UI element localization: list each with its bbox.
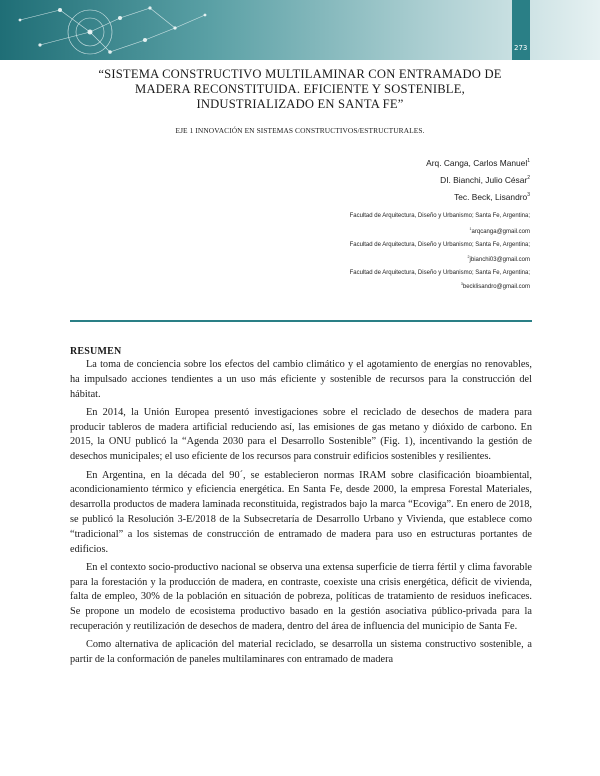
affiliation-email-1: $^1$arqcanga@gmail.com xyxy=(469,227,530,235)
paper-title xyxy=(80,67,520,112)
abstract-paragraph: La toma de conciencia sobre los efectos del cambio climático y el agotamiento de energías no renovables, ha impulsado acciones tendientes a un uso más eficiente y sostenible de recursos para la construcción del hábitat. xyxy=(70,359,532,400)
title-line: “SISTEMA CONSTRUCTIVO MULTILAMINAR CON ENTRAMADO DE xyxy=(98,67,502,81)
title-line: INDUSTRIALIZADO EN SANTA FE” xyxy=(196,97,404,111)
affiliation-1: Facultad de Arquitectura, Diseño y Urbanismo; Santa Fe, Argentina; xyxy=(349,213,530,219)
author-1: Arq. Canga, Carlos Manuel$^1$ xyxy=(426,158,530,168)
affiliation-2: Facultad de Arquitectura, Diseño y Urbanismo; Santa Fe, Argentina; xyxy=(349,242,530,248)
title-line: MADERA RECONSTITUIDA. EFICIENTE Y SOSTENIBLE, xyxy=(135,82,465,96)
affiliation-email-2: $^2$jbianchi03@gmail.com xyxy=(467,255,530,263)
page-number: 273 xyxy=(514,44,528,52)
author-3: Tec. Beck, Lisandro$^3$ xyxy=(454,192,530,202)
abstract-paragraph: En el contexto socio-productivo nacional se observa una extensa superficie de tierra fértil y clima favorable para la forestación y la producción de madera, en contraste, coexiste una crisis energética, déficit de vivienda, falta de empleo, 30% de la población en situación de pobreza, políticas de tratamiento de residuos ineficaces. Se propone un modelo de ecosistema productivo basado en la gestión asociativa público-privada para la recuperación y reutilización de desechos de madera, dentro del área de influencia del municipio de Santa Fe. xyxy=(70,561,532,633)
author-2: DI. Bianchi, Julio César$^2$ xyxy=(440,175,530,185)
abstract-paragraph: En Argentina, en la década del 90´, se establecieron normas IRAM sobre clasificación bioambiental, acondicionamiento térmico y eficiencia energética. En Santa Fe, desde 2000, la empresa Forestal Materiales, desarrolla productos de madera laminada reconstituida, registrados bajo la marca “Ecoviga”. En enero de 2018, se publicó la Resolución 3-E/2018 de la Subsecretaría de Desarrollo Urbano y Vivienda, que establece como “tradicional” a los sistemas de construcción de entramado de madera para uso en estructuras portantes de edificios. xyxy=(70,469,532,555)
abstract-paragraph: Como alternativa de aplicación del material reciclado, se desarrolla un sistema constructivo sostenible, a partir de la conformación de paneles multilaminares con entramado de madera xyxy=(70,639,532,666)
abstract-paragraph: En 2014, la Unión Europea presentó investigaciones sobre el reciclado de desechos de madera para producir tableros de madera artificial reduciendo así, las emisiones de gas metano y dióxido de carbono. En 2015, la ONU publicó la “Agenda 2030 para el Desarrollo Sostenible” (Fig. 1), incentivando la gestión de desechos municipales; el uso eficiente de los recursos para construir edificios sostenibles y resilientes. xyxy=(70,406,532,463)
affiliation-email-3: $^3$becklisandro@gmail.com xyxy=(460,282,530,290)
abstract-body xyxy=(70,358,532,668)
affiliation-3: Facultad de Arquitectura, Diseño y Urbanismo; Santa Fe, Argentina; xyxy=(349,270,530,276)
thematic-axis: EJE 1 INNOVACIÓN EN SISTEMAS CONSTRUCTIVOS/ESTRUCTURALES. xyxy=(175,126,425,135)
section-divider xyxy=(70,320,532,322)
abstract-heading: RESUMEN xyxy=(70,346,122,357)
header-band xyxy=(0,0,600,60)
